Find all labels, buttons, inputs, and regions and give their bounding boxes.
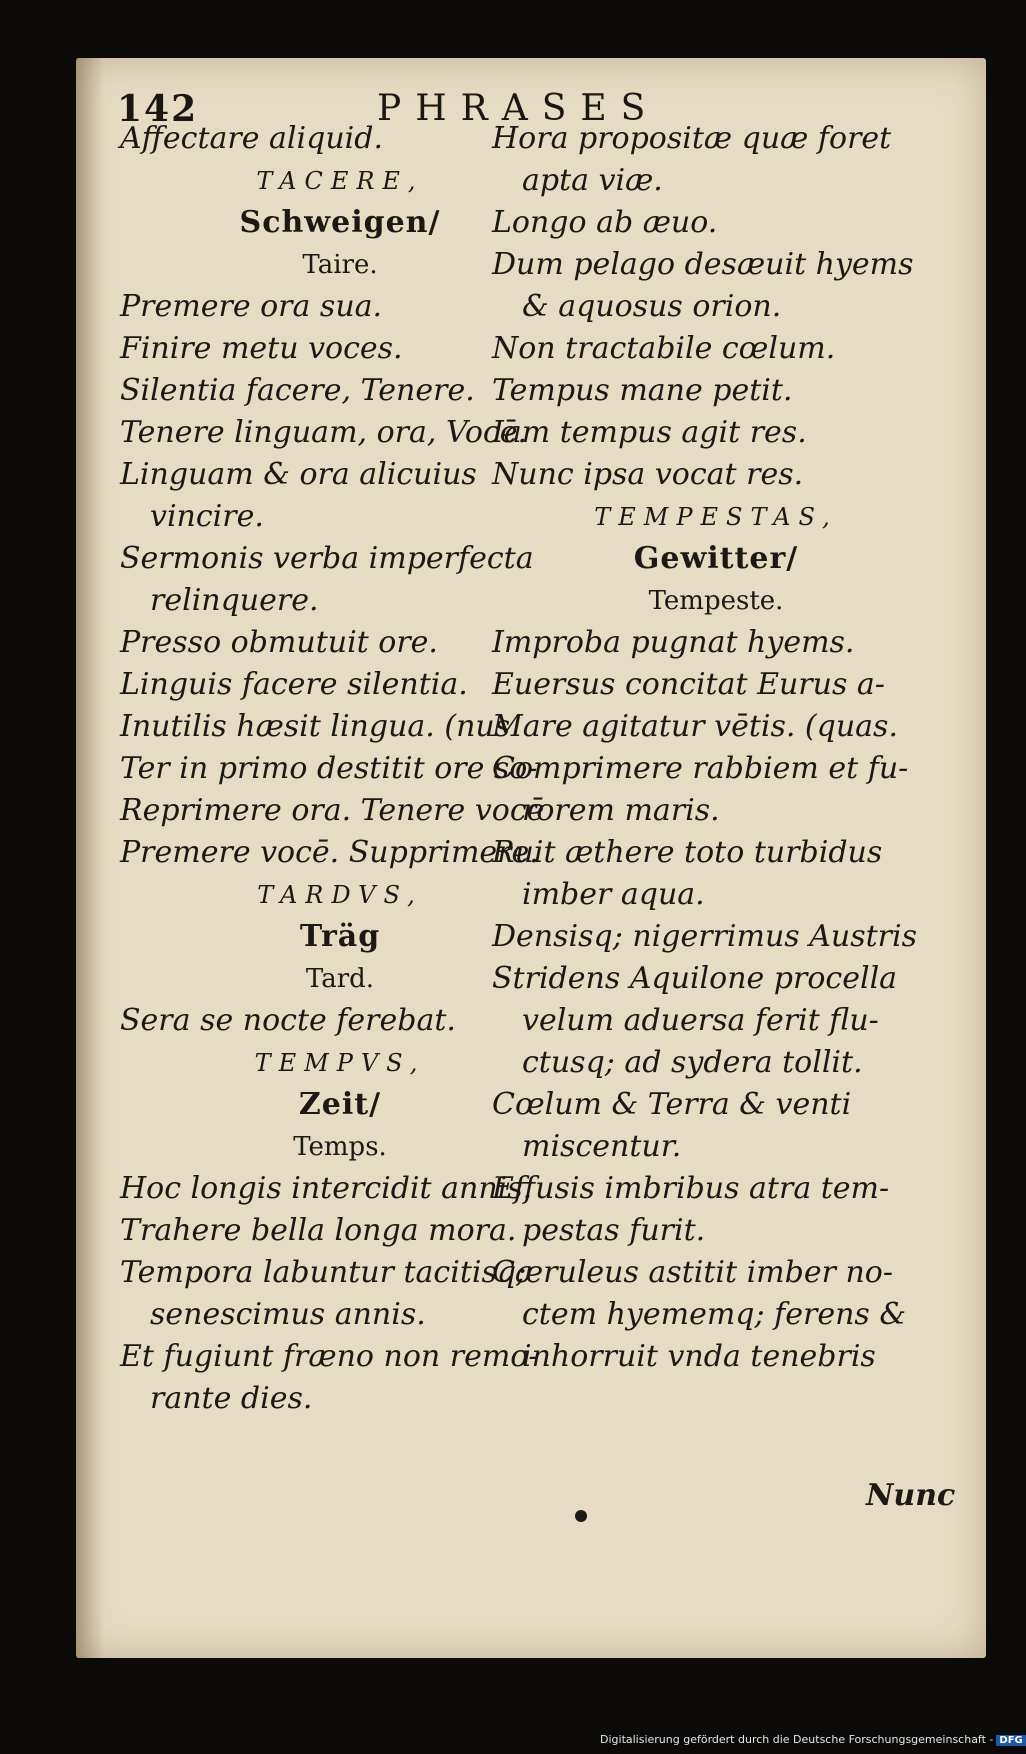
- text-line: rante dies.: [150, 1381, 313, 1416]
- text-line: Tempus mane petit.: [492, 373, 793, 408]
- text-line: TARDVS,: [257, 881, 423, 909]
- text-line: Temps.: [293, 1132, 387, 1162]
- text-line: Linguis facere silentia.: [120, 667, 468, 702]
- text-line: Sermonis verba imperfecta: [120, 541, 534, 576]
- text-line: Silentia facere, Tenere.: [120, 373, 475, 408]
- text-line: Comprimere rabbiem et fu-: [492, 751, 909, 786]
- text-line: ctem hyememq; ferens &: [522, 1297, 907, 1332]
- text-line: Gewitter/: [633, 541, 799, 576]
- text-line: TEMPESTAS,: [594, 503, 838, 531]
- text-line: Premere ora sua.: [120, 289, 383, 324]
- text-line: velum aduersa ferit flu-: [522, 1003, 879, 1038]
- ink-dot: [575, 1510, 587, 1522]
- text-line: TACERE,: [256, 167, 424, 195]
- text-line: Iam tempus agit res.: [492, 415, 807, 450]
- text-line: Reprimere ora. Tenere vocē: [120, 793, 545, 828]
- text-line: Stridens Aquilone procella: [492, 961, 898, 996]
- text-line: Finire metu voces.: [120, 331, 403, 366]
- text-line: apta viæ.: [522, 163, 663, 198]
- text-line: Inutilis hæsit lingua. (nus: [120, 709, 511, 744]
- text-line: Et fugiunt fræno non remo-: [120, 1339, 539, 1374]
- text-line: Affectare aliquid.: [120, 121, 383, 156]
- text-line: Hora propositæ quæ foret: [492, 121, 892, 156]
- text-line: Densisq; nigerrimus Austris: [492, 919, 917, 954]
- text-line: vincire.: [150, 499, 264, 534]
- running-title: PHRASES: [377, 88, 660, 129]
- text-line: Linguam & ora alicuius: [120, 457, 477, 492]
- text-line: ctusq; ad sydera tollit.: [522, 1045, 863, 1080]
- text-line: Schweigen/: [239, 205, 441, 240]
- text-line: Sera se nocte ferebat.: [120, 1003, 456, 1038]
- text-line: Longo ab æuo.: [492, 205, 718, 240]
- text-line: Effusis imbribus atra tem-: [492, 1171, 890, 1206]
- dfg-logo: DFG: [996, 1735, 1025, 1746]
- catchword: Nunc: [866, 1478, 956, 1513]
- text-line: Tempeste.: [648, 586, 784, 616]
- text-line: relinquere.: [150, 583, 319, 618]
- text-line: Premere vocē. Supprimere.: [120, 835, 539, 870]
- text-line: Mare agitatur vētis. (quas.: [492, 709, 898, 744]
- text-line: miscentur.: [522, 1129, 682, 1164]
- text-line: rorem maris.: [522, 793, 720, 828]
- text-line: pestas furit.: [522, 1213, 706, 1248]
- text-line: Cæruleus astitit imber no-: [492, 1255, 893, 1290]
- text-line: Presso obmutuit ore.: [120, 625, 438, 660]
- text-line: inhorruit vnda tenebris: [522, 1339, 876, 1374]
- text-line: Trahere bella longa mora.: [120, 1213, 517, 1248]
- text-line: Nunc ipsa vocat res.: [492, 457, 804, 492]
- text-line: Tard.: [305, 964, 375, 994]
- text-line: Improba pugnat hyems.: [492, 625, 855, 660]
- text-line: Ter in primo destitit ore so-: [120, 751, 538, 786]
- text-line: imber aqua.: [522, 877, 705, 912]
- right-column: [492, 118, 940, 1378]
- text-line: Tempora labuntur tacitisq;: [120, 1255, 527, 1290]
- text-line: Träg: [299, 919, 381, 954]
- text-line: Ruit æthere toto turbidus: [492, 835, 883, 870]
- text-line: Tenere linguam, ora, Vocē.: [120, 415, 528, 450]
- page-number: 142: [117, 88, 199, 130]
- digitization-footer: [600, 1733, 1026, 1746]
- text-line: Zeit/: [298, 1087, 382, 1122]
- text-line: TEMPVS,: [254, 1049, 426, 1077]
- text-line: Taire.: [302, 250, 378, 280]
- text-line: Dum pelago desæuit hyems: [492, 247, 914, 282]
- text-line: Cœlum & Terra & venti: [492, 1087, 852, 1122]
- footer-text: Digitalisierung gefördert durch die Deutsche Forschungsgemeinschaft -: [600, 1733, 994, 1746]
- text-line: Hoc longis intercidit annis.: [120, 1171, 533, 1206]
- text-line: & aquosus orion.: [522, 289, 782, 324]
- text-line: senescimus annis.: [150, 1297, 426, 1332]
- text-line: Euersus concitat Eurus a-: [492, 667, 885, 702]
- page-gutter-shadow: [76, 58, 104, 1658]
- text-line: Non tractabile cœlum.: [492, 331, 836, 366]
